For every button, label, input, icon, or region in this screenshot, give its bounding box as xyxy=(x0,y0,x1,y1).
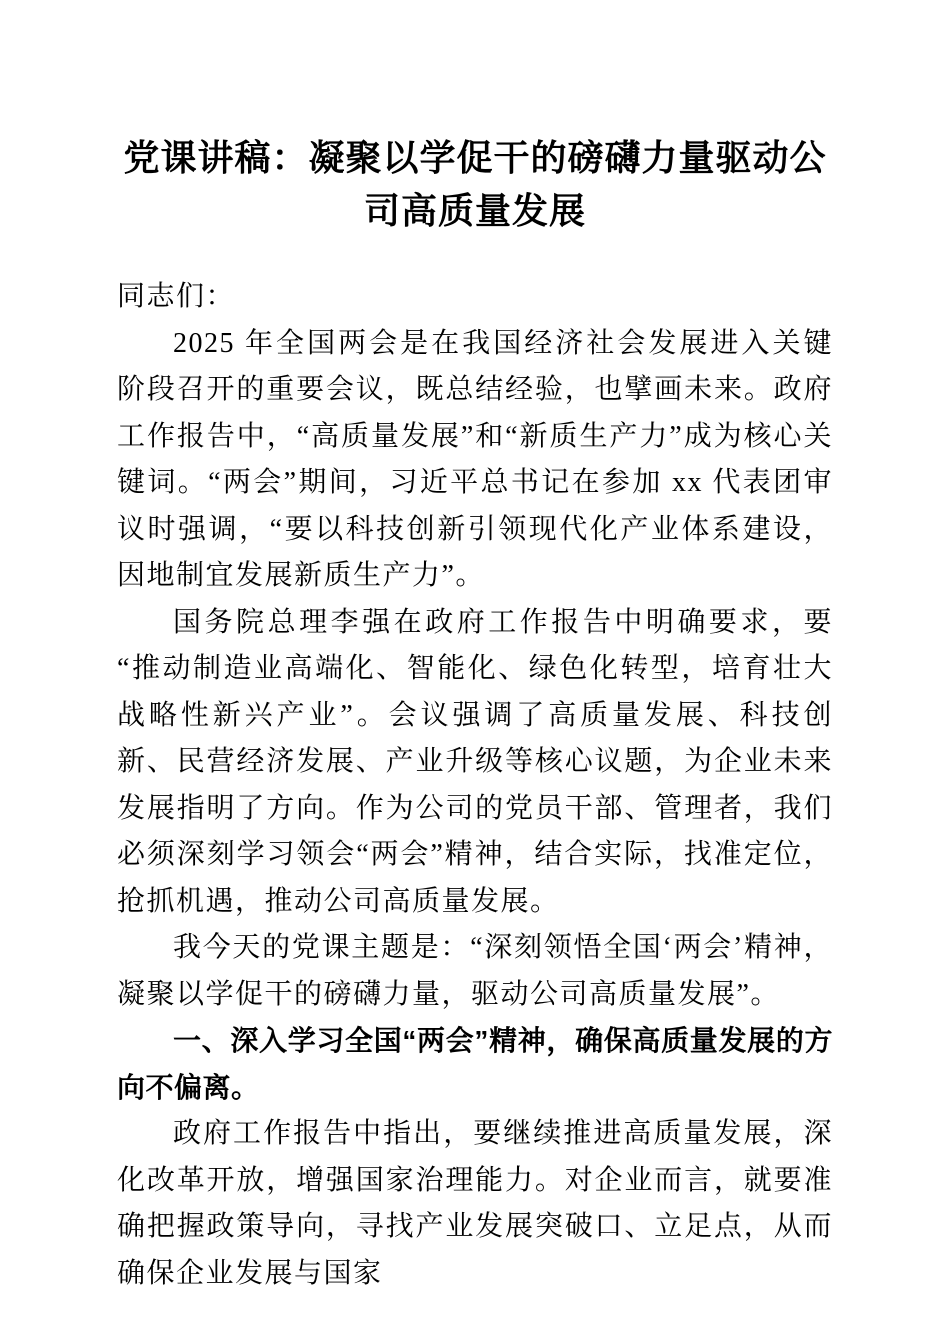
paragraph-policy-direction: 政府工作报告中指出，要继续推进高质量发展，深化改革开放，增强国家治理能力。对企业而言，就要准确把握政策导向，寻找产业发展突破口、立足点，从而确保企业发展与国家 xyxy=(117,1118,833,1289)
paragraph-lecture-theme: 我今天的党课主题是：“深刻领悟全国‘两会’精神，凝聚以学促干的磅礴力量，驱动公司高质量发展”。 xyxy=(117,932,833,1010)
salutation: 同志们： xyxy=(117,281,236,312)
paragraph-two-sessions-overview: 2025 年全国两会是在我国经济社会发展进入关键阶段召开的重要会议，既总结经验，也擘画未来。政府工作报告中，“高质量发展”和“新质生产力”成为核心关键词。“两会”期间，习近平总书记在参加 xx 代表团审议时强调，“要以科技创新引领现代化产业体系建设，因地制宜发展新质生产力”。 xyxy=(117,327,833,591)
section-heading-1: 一、深入学习全国“两会”精神，确保高质量发展的方向不偏离。 xyxy=(117,1025,833,1103)
document-title: 党课讲稿：凝聚以学促干的磅礴力量驱动公司高质量发展 xyxy=(123,138,827,231)
paragraph-government-work-report: 国务院总理李强在政府工作报告中明确要求，要“推动制造业高端化、智能化、绿色化转型，培育壮大战略性新兴产业”。会议强调了高质量发展、科技创新、民营经济发展、产业升级等核心议题，为企业未来发展指明了方向。作为公司的党员干部、管理者，我们必须深刻学习领会“两会”精神，结合实际，找准定位，抢抓机遇，推动公司高质量发展。 xyxy=(117,606,833,917)
document-body xyxy=(117,274,833,1297)
